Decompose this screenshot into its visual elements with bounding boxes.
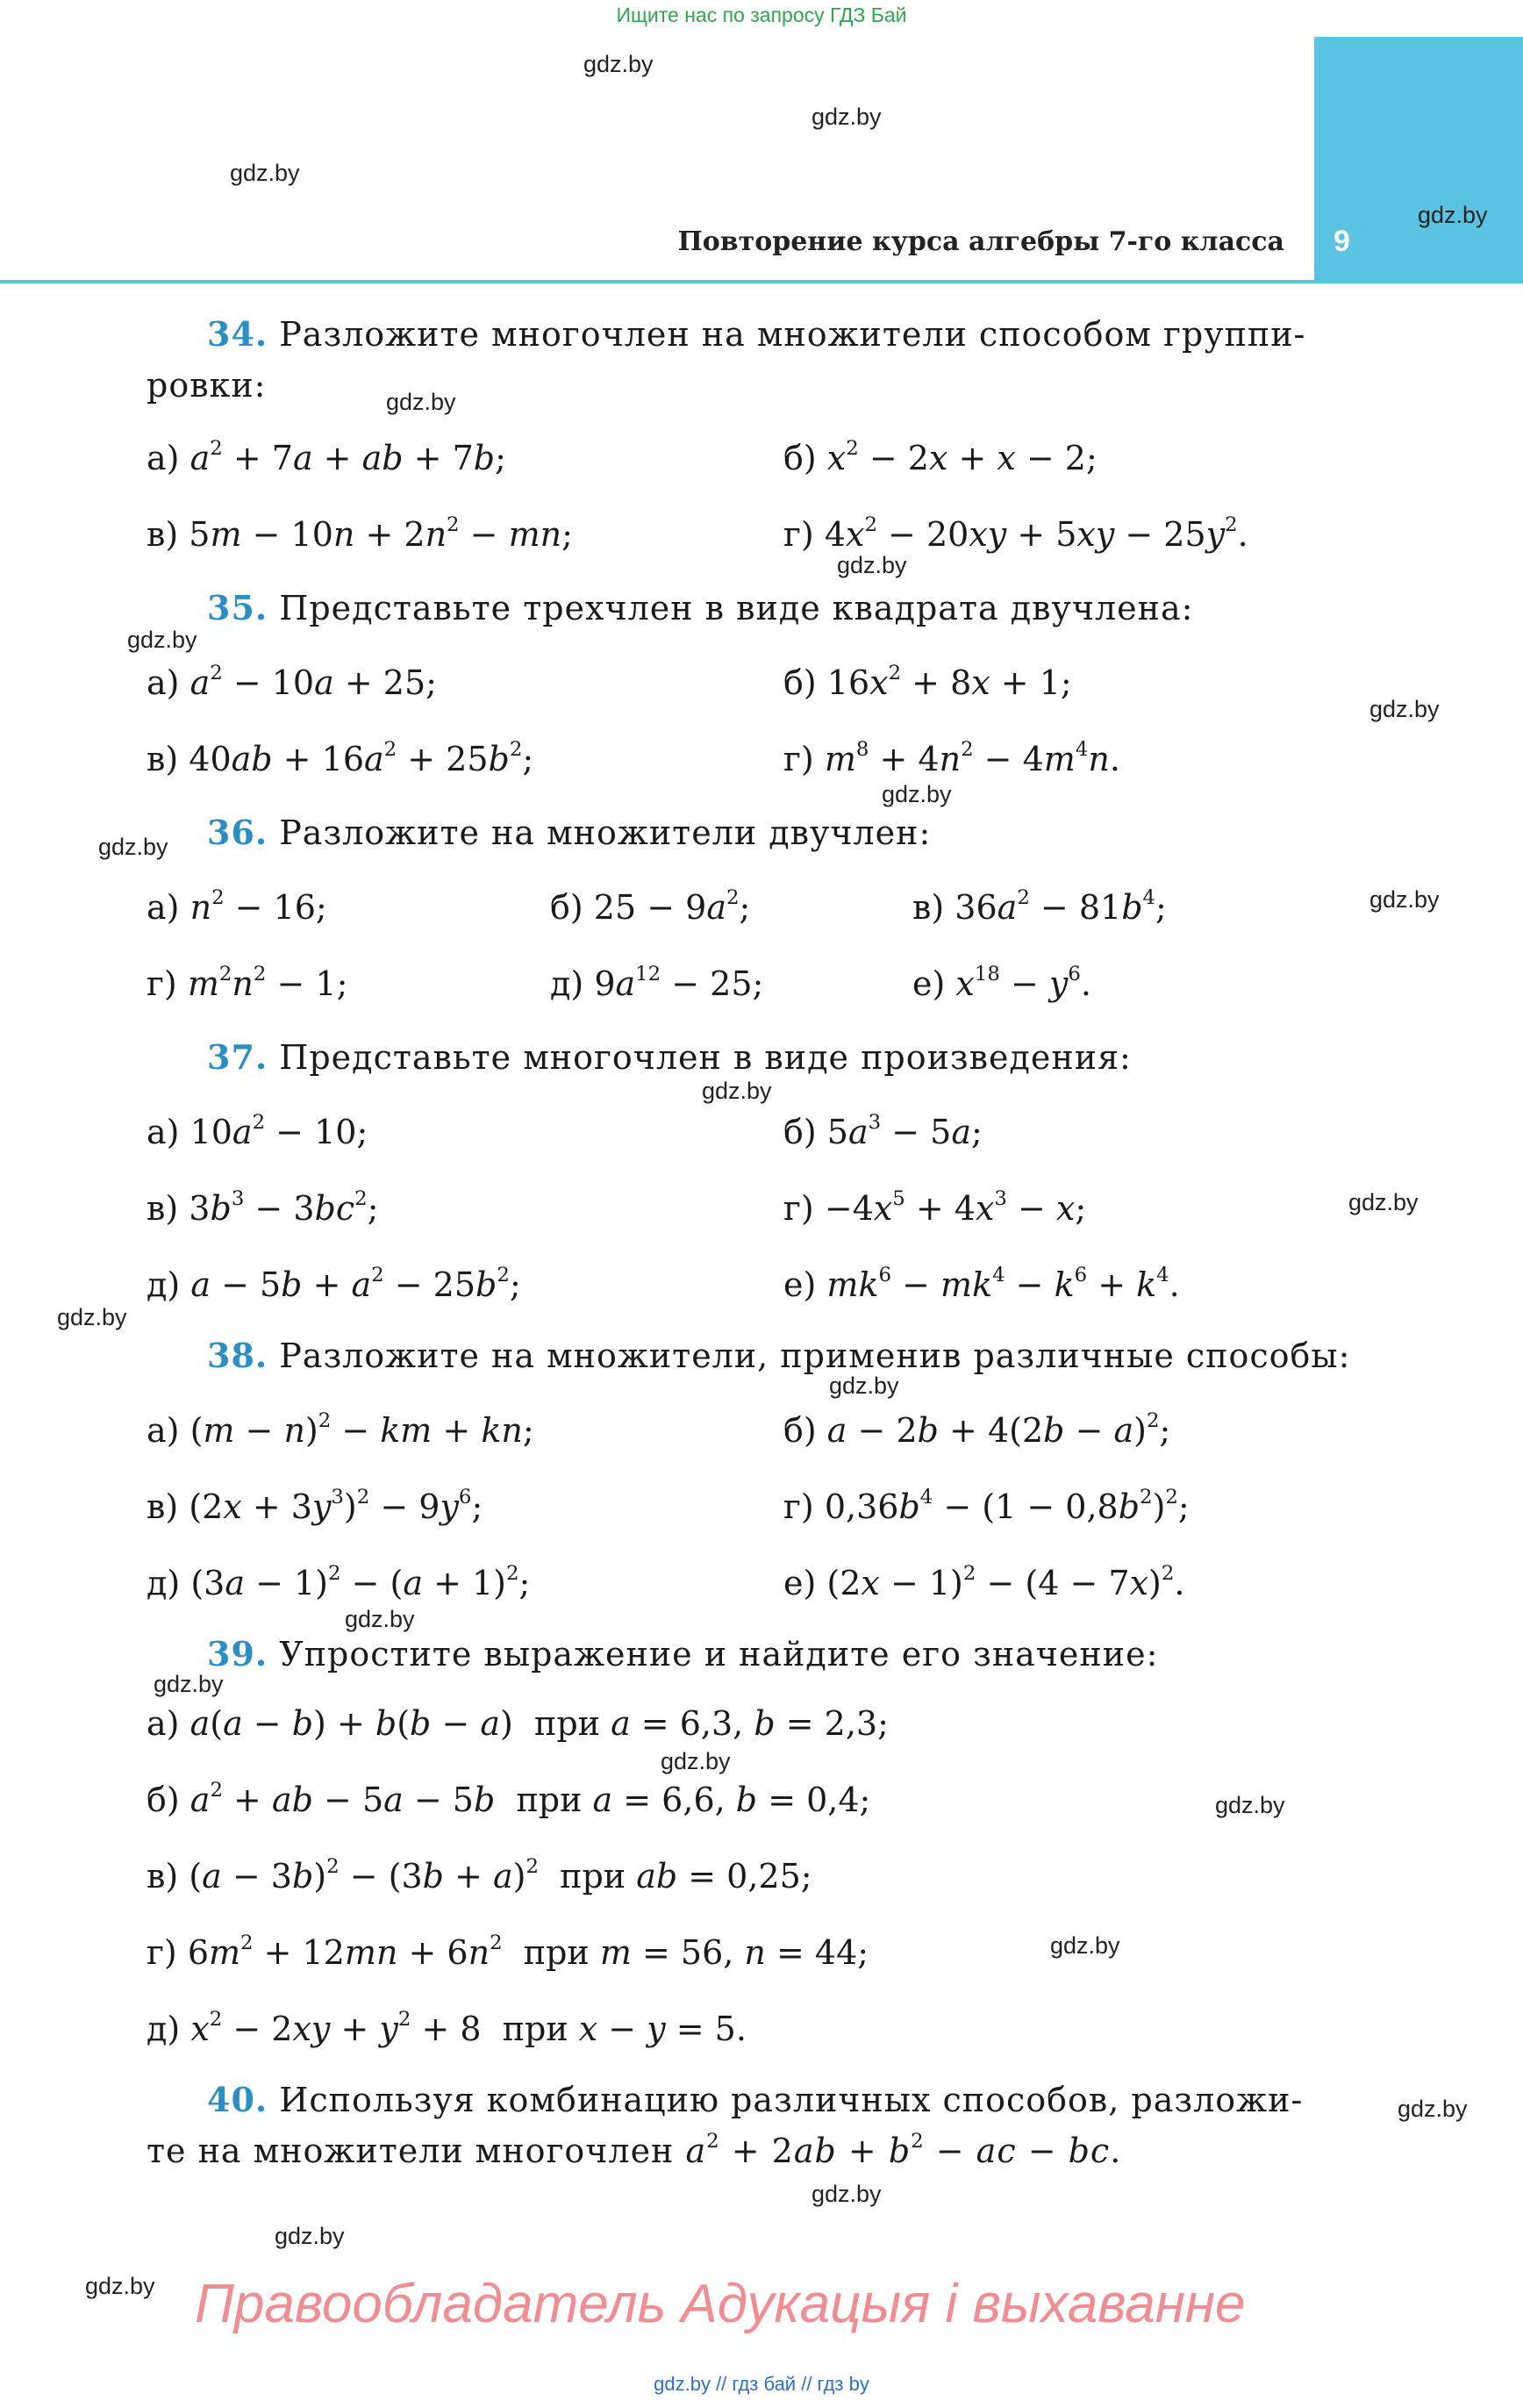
problem-number: 36. bbox=[207, 813, 268, 852]
problem-40-heading-cont: те на множители многочлен $a^2 + 2ab + b^2$ − ac − bc. bbox=[147, 2129, 1122, 2170]
problem-text: Представьте трехчлен в виде квадрата двучлена: bbox=[279, 589, 1194, 627]
problem-number: 39. bbox=[207, 1634, 268, 1673]
exercise-35g: г) $m^8 + 4n^2 - 4m^4n$. bbox=[783, 737, 1120, 778]
exercise-37g: $г) -4x^5 + 4x^3 - x$; bbox=[783, 1186, 1087, 1228]
exercise-36e: е) $x^{18} - y^6$. bbox=[912, 962, 1091, 1003]
watermark: gdz.by bbox=[812, 104, 882, 130]
problem-text: Используя комбинацию различных способов, разложи- bbox=[279, 2081, 1304, 2119]
exercise-37d: д) $a - 5b + a^2 - 25b^2$; bbox=[147, 1263, 521, 1304]
exercise-38d: д) $(3a - 1)^2 - (a + 1)^2$; bbox=[147, 1561, 531, 1602]
exercise-38g: г) $0,36b^4 - (1 - 0,8b^2)^2$; bbox=[783, 1485, 1190, 1526]
problem-text: Разложите на множители, применив различные способы: bbox=[279, 1337, 1351, 1375]
exercise-34g: г) $4x^2 - 20xy + 5xy - 25y^2$. bbox=[783, 512, 1248, 554]
watermark: gdz.by bbox=[583, 51, 654, 77]
problem-38-heading bbox=[207, 1330, 1350, 1381]
watermark: gdz.by bbox=[1398, 2096, 1468, 2122]
exercise-34b: б) $x^2 - 2x + x - 2$; bbox=[783, 436, 1098, 477]
exercise-39b: б) $a^2$ + ab − 5a − 5b при a = 6,6, b = 0,4; bbox=[147, 1778, 871, 1819]
exercise-34v: в) $5m - 10n + 2n^2$ − mn; bbox=[147, 512, 573, 554]
copyright-notice: Правообладатель Адукацыя і выхаванне bbox=[195, 2274, 1246, 2334]
problem-36-heading bbox=[207, 807, 931, 858]
exercise-37v: в) $3b^3 - 3bc^2$; bbox=[147, 1186, 379, 1228]
watermark: gdz.by bbox=[127, 627, 197, 653]
watermark: gdz.by bbox=[1418, 202, 1488, 228]
problem-number: 34. bbox=[207, 314, 268, 354]
page-number: 9 bbox=[1334, 225, 1350, 258]
watermark: gdz.by bbox=[812, 2181, 882, 2207]
problem-text: те на множители многочлен bbox=[147, 2132, 675, 2170]
exercise-38a: а) $(m - n)^2$ − km + kn; bbox=[147, 1408, 534, 1450]
watermark: gdz.by bbox=[230, 160, 300, 186]
exercise-38v: в) $(2x + 3y^3)^2 - 9y^6$; bbox=[147, 1485, 483, 1526]
footer-links[interactable]: gdz.by // гдз бай // гдз by bbox=[654, 2373, 869, 2395]
problem-text: Разложите на множители двучлен: bbox=[279, 813, 932, 852]
watermark: gdz.by bbox=[85, 2273, 155, 2299]
problem-number: 35. bbox=[207, 588, 268, 627]
watermark: gdz.by bbox=[98, 834, 168, 860]
watermark: gdz.by bbox=[1348, 1189, 1419, 1215]
exercise-39v: в) $(a - 3b)^2 - (3b + a)^2$ при ab = 0,25; bbox=[147, 1854, 812, 1896]
exercise-39g: г) $6m^2 + 12mn + 6n^2$ при m = 56, n = 44; bbox=[147, 1931, 869, 1972]
exercise-36d: д) $9a^{12} - 25$; bbox=[550, 962, 764, 1003]
watermark: gdz.by bbox=[1369, 696, 1440, 722]
problem-number: 37. bbox=[207, 1037, 268, 1077]
exercise-36a: а) $n^2 - 16$; bbox=[147, 885, 327, 927]
watermark: gdz.by bbox=[1215, 1792, 1285, 1818]
watermark: gdz.by bbox=[345, 1606, 415, 1632]
problem-35-heading bbox=[207, 583, 1193, 634]
watermark: gdz.by bbox=[1050, 1932, 1120, 1959]
top-banner: Ищите нас по запросу ГДЗ Бай bbox=[616, 4, 907, 26]
problem-37-heading bbox=[207, 1032, 1132, 1083]
problem-number: 38. bbox=[207, 1336, 268, 1375]
exercise-35v: в) $40ab + 16a^2 + 25b^2$; bbox=[147, 737, 534, 778]
exercise-39a: а) a(a − b) + b(b − a) при a = 6,3, b = 2,3; bbox=[147, 1704, 889, 1743]
exercise-35a: а) $a^2 - 10a + 25$; bbox=[147, 661, 437, 702]
problem-40-heading bbox=[207, 2075, 1303, 2125]
exercise-36v: в) $36a^2 - 81b^4$; bbox=[912, 885, 1167, 927]
watermark: gdz.by bbox=[1369, 886, 1440, 913]
exercise-37b: б) $5a^3 - 5a$; bbox=[783, 1110, 983, 1151]
problem-39-heading bbox=[207, 1629, 1158, 1680]
watermark: gdz.by bbox=[882, 781, 952, 807]
problem-text: Упростите выражение и найдите его значение: bbox=[279, 1635, 1159, 1673]
exercise-37e: е) $mk^6 - mk^4 - k^6 + k^4$. bbox=[783, 1263, 1180, 1304]
exercise-36g: г) $m^2n^2 - 1$; bbox=[147, 962, 348, 1003]
watermark: gdz.by bbox=[702, 1078, 772, 1104]
watermark: gdz.by bbox=[57, 1304, 127, 1330]
problem-number: 40. bbox=[207, 2080, 268, 2119]
header-divider bbox=[0, 280, 1523, 283]
watermark: gdz.by bbox=[275, 2223, 345, 2249]
watermark: gdz.by bbox=[837, 552, 907, 578]
exercise-39d: д) $x^2 - 2xy + y^2 + 8$ при x − y = 5. bbox=[147, 2007, 747, 2048]
exercise-35b: б) $16x^2 + 8x + 1$; bbox=[783, 661, 1072, 702]
watermark: gdz.by bbox=[661, 1748, 731, 1774]
exercise-37a: а) $10a^2 - 10$; bbox=[147, 1110, 368, 1151]
problem-text: Разложите многочлен на множители способом группи- bbox=[279, 315, 1306, 354]
problem-text: Представьте многочлен в виде произведения: bbox=[279, 1038, 1132, 1077]
watermark: gdz.by bbox=[829, 1372, 899, 1399]
exercise-34a: а) $a^2 + 7a$ + ab + 7b; bbox=[147, 436, 506, 477]
problem-34-heading-cont: ровки: bbox=[147, 366, 267, 405]
exercise-38e: е) $(2x - 1)^2 - (4 - 7x)^2$. bbox=[783, 1561, 1185, 1602]
exercise-36b: б) $25 - 9a^2$; bbox=[550, 885, 751, 927]
watermark: gdz.by bbox=[386, 389, 456, 415]
problem-34-heading bbox=[207, 309, 1305, 360]
exercise-38b: б) $a - 2b + 4(2b - a)^2$; bbox=[783, 1408, 1171, 1450]
page-title: Повторение курса алгебры 7-го класса bbox=[677, 226, 1284, 257]
watermark: gdz.by bbox=[154, 1671, 224, 1697]
